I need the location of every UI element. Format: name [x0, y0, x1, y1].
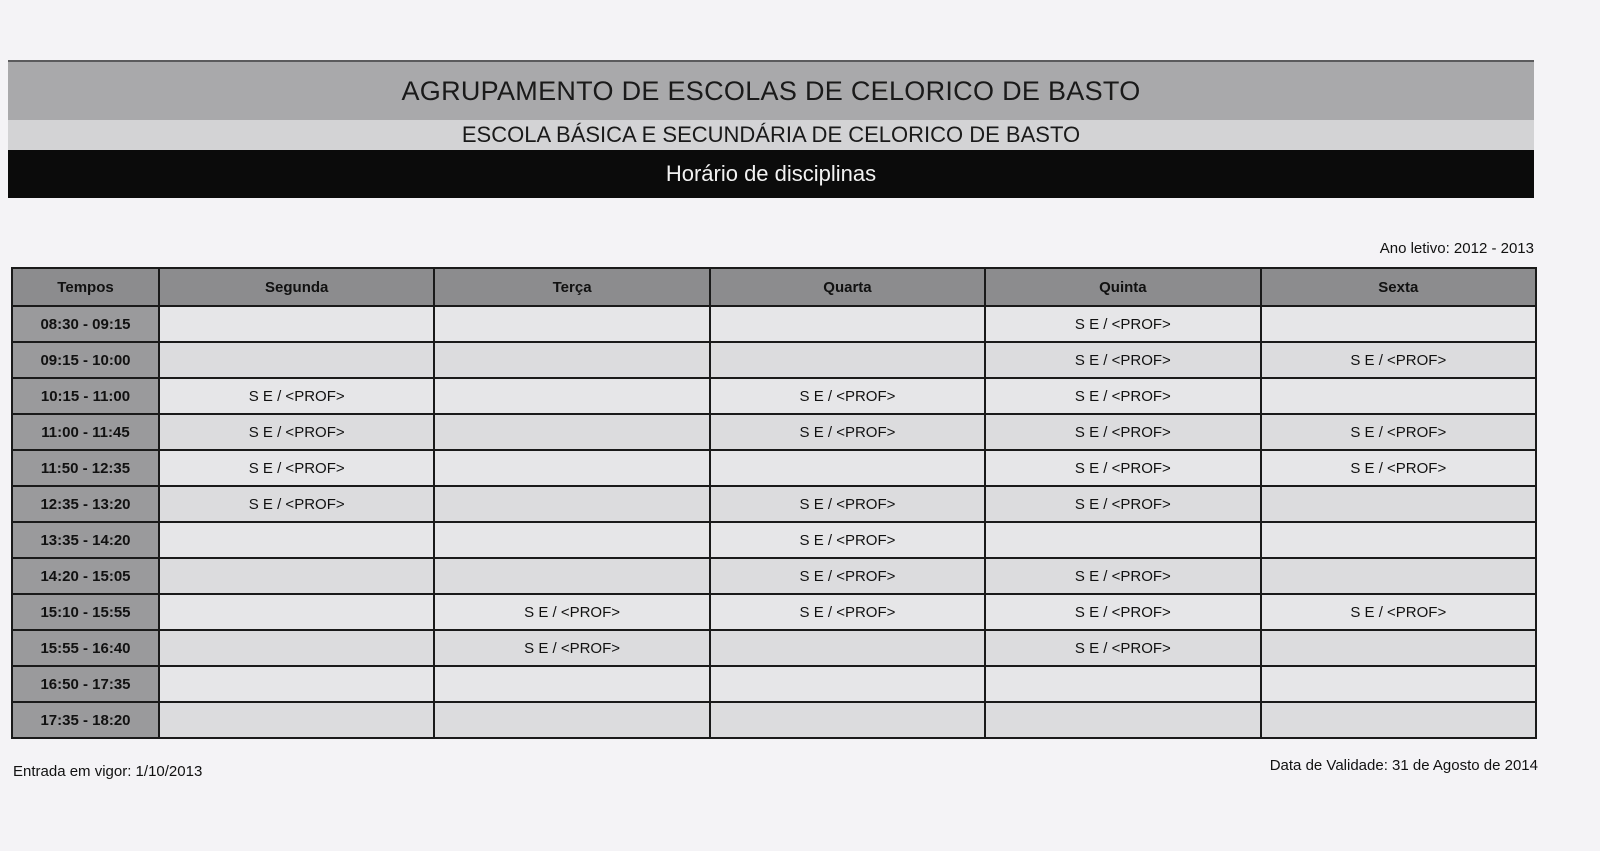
time-slot: 16:50 - 17:35 — [12, 666, 159, 702]
column-header: Tempos — [12, 268, 159, 306]
effective-date: Entrada em vigor: 1/10/2013 — [13, 763, 203, 780]
schedule-cell — [434, 378, 709, 414]
schedule-cell — [710, 306, 985, 342]
schedule-cell: S E / <PROF> — [985, 594, 1260, 630]
schedule-cell: S E / <PROF> — [710, 522, 985, 558]
time-slot: 09:15 - 10:00 — [12, 342, 159, 378]
school-year: Ano letivo: 2012 - 2013 — [1379, 240, 1534, 257]
schedule-cell — [1261, 630, 1536, 666]
time-slot: 13:35 - 14:20 — [12, 522, 159, 558]
column-header: Terça — [434, 268, 709, 306]
time-slot: 17:35 - 18:20 — [12, 702, 159, 738]
table-row — [12, 378, 1536, 414]
schedule-cell — [1261, 378, 1536, 414]
schedule-cell — [159, 306, 434, 342]
schedule-cell: S E / <PROF> — [710, 414, 985, 450]
schedule-cell: S E / <PROF> — [985, 414, 1260, 450]
table-row — [12, 342, 1536, 378]
schedule-cell: S E / <PROF> — [710, 378, 985, 414]
schedule-cell — [434, 666, 709, 702]
schedule-cell: S E / <PROF> — [159, 414, 434, 450]
schedule-cell: S E / <PROF> — [985, 558, 1260, 594]
schedule-cell — [710, 630, 985, 666]
group-title: AGRUPAMENTO DE ESCOLAS DE CELORICO DE BASTO — [8, 60, 1534, 120]
schedule-cell: S E / <PROF> — [985, 450, 1260, 486]
table-row — [12, 522, 1536, 558]
schedule-cell: S E / <PROF> — [985, 378, 1260, 414]
schedule-cell — [1261, 702, 1536, 738]
schedule-cell: S E / <PROF> — [985, 630, 1260, 666]
schedule-cell: S E / <PROF> — [159, 450, 434, 486]
header-row — [12, 268, 1536, 306]
schedule-cell: S E / <PROF> — [159, 486, 434, 522]
schedule-cell: S E / <PROF> — [434, 594, 709, 630]
table-row — [12, 594, 1536, 630]
column-header: Segunda — [159, 268, 434, 306]
schedule-cell — [710, 342, 985, 378]
table-row — [12, 558, 1536, 594]
table-row — [12, 306, 1536, 342]
schedule-cell — [159, 342, 434, 378]
schedule-cell — [710, 666, 985, 702]
schedule-cell — [710, 702, 985, 738]
schedule-cell: S E / <PROF> — [1261, 450, 1536, 486]
schedule-cell — [434, 342, 709, 378]
schedule-cell: S E / <PROF> — [159, 378, 434, 414]
table-row — [12, 666, 1536, 702]
schedule-cell — [159, 666, 434, 702]
schedule-cell: S E / <PROF> — [1261, 342, 1536, 378]
schedule-subtitle: Horário de disciplinas — [8, 150, 1534, 198]
schedule-cell — [710, 450, 985, 486]
time-slot: 15:55 - 16:40 — [12, 630, 159, 666]
time-slot: 11:00 - 11:45 — [12, 414, 159, 450]
table-row — [12, 450, 1536, 486]
time-slot: 10:15 - 11:00 — [12, 378, 159, 414]
schedule-cell — [1261, 558, 1536, 594]
schedule-cell — [159, 630, 434, 666]
schedule-cell — [434, 306, 709, 342]
schedule-cell: S E / <PROF> — [985, 342, 1260, 378]
schedule-cell — [434, 702, 709, 738]
table-row — [12, 486, 1536, 522]
time-slot: 11:50 - 12:35 — [12, 450, 159, 486]
table-row — [12, 702, 1536, 738]
column-header: Quarta — [710, 268, 985, 306]
schedule-cell — [434, 486, 709, 522]
schedule-cell: S E / <PROF> — [710, 486, 985, 522]
table-row — [12, 630, 1536, 666]
schedule-cell: S E / <PROF> — [1261, 594, 1536, 630]
schedule-cell — [985, 522, 1260, 558]
schedule-cell: S E / <PROF> — [1261, 414, 1536, 450]
schedule-cell — [434, 522, 709, 558]
schedule-cell — [985, 666, 1260, 702]
schedule-cell — [1261, 666, 1536, 702]
time-slot: 14:20 - 15:05 — [12, 558, 159, 594]
schedule-cell: S E / <PROF> — [710, 594, 985, 630]
document-header — [8, 60, 1534, 198]
validity-date: Data de Validade: 31 de Agosto de 2014 — [1269, 757, 1538, 774]
school-title: ESCOLA BÁSICA E SECUNDÁRIA DE CELORICO DE BASTO — [8, 120, 1534, 150]
timetable — [11, 267, 1537, 739]
schedule-cell — [159, 702, 434, 738]
schedule-cell — [434, 450, 709, 486]
schedule-cell — [1261, 306, 1536, 342]
schedule-cell — [159, 558, 434, 594]
schedule-cell — [159, 522, 434, 558]
schedule-cell — [985, 702, 1260, 738]
column-header: Sexta — [1261, 268, 1536, 306]
schedule-cell: S E / <PROF> — [710, 558, 985, 594]
table-row — [12, 414, 1536, 450]
schedule-cell: S E / <PROF> — [985, 486, 1260, 522]
time-slot: 15:10 - 15:55 — [12, 594, 159, 630]
schedule-cell — [159, 594, 434, 630]
schedule-cell: S E / <PROF> — [985, 306, 1260, 342]
time-slot: 08:30 - 09:15 — [12, 306, 159, 342]
schedule-cell — [1261, 522, 1536, 558]
schedule-cell: S E / <PROF> — [434, 630, 709, 666]
time-slot: 12:35 - 13:20 — [12, 486, 159, 522]
schedule-cell — [1261, 486, 1536, 522]
schedule-cell — [434, 414, 709, 450]
schedule-cell — [434, 558, 709, 594]
column-header: Quinta — [985, 268, 1260, 306]
